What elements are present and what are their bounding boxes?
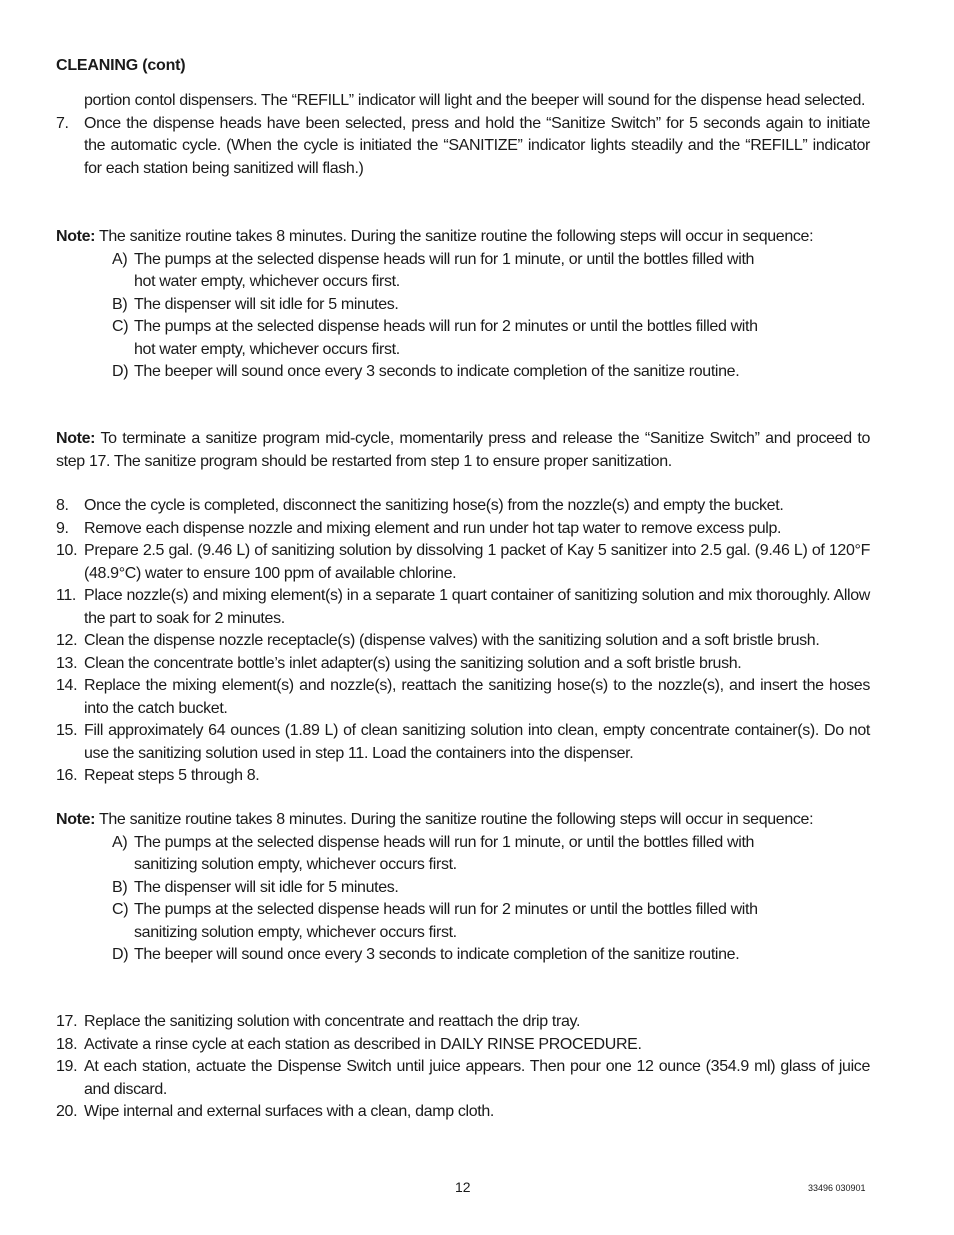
list-item (56, 1034, 870, 1057)
note-sanitize-hot-water (56, 226, 870, 384)
item-number: 11. (56, 587, 77, 604)
note-paragraph (56, 428, 870, 473)
item-text: Fill approximately 64 ounces (1.89 L) of clean sanitizing solution into clean, empty concentrate container(s). Do not use the sanitizing solution used in step 11. Load the containers into the dispenser. (84, 722, 870, 762)
list-item (56, 1056, 870, 1101)
step-letter: D) (112, 946, 129, 963)
item-text: Prepare 2.5 gal. (9.46 L) of sanitizing solution by dissolving 1 packet of Kay 5 sanitizer into 2.5 gal. (9.46 L) of 120°F (48.9°C) water to ensure 100 ppm of available chlorine. (84, 542, 870, 582)
list-item (56, 675, 870, 720)
item-number: 17. (56, 1013, 78, 1030)
note-text: The sanitize routine takes 8 minutes. During the sanitize routine the following steps will occur in sequence: (95, 228, 814, 245)
note-paragraph (56, 809, 870, 832)
sanitize-step (112, 832, 758, 877)
item-text: Clean the concentrate bottle’s inlet adapter(s) using the sanitizing solution and a soft bristle brush. (84, 654, 742, 672)
item-text: Once the dispense heads have been selected, press and hold the “Sanitize Switch” for 5 seconds again to initiate the automatic cycle. (When the cycle is initiated the “SANITIZE” indicator lights steadily and the “REFILL” indicator for each station being sanitized will flash.) (84, 114, 870, 177)
sanitize-step-list (112, 249, 758, 384)
step-text: The dispenser will sit idle for 5 minutes. (134, 878, 399, 896)
step-text: The beeper will sound once every 3 seconds to indicate completion of the sanitize routine. (134, 363, 740, 380)
step-text: The dispenser will sit idle for 5 minutes. (134, 295, 399, 313)
step-letter: C) (112, 901, 129, 918)
step-text: The pumps at the selected dispense heads will run for 1 minute, or until the bottles filled with sanitizing solution empty, whichever occurs first. (134, 833, 755, 873)
list-item (56, 630, 870, 653)
step-text: The pumps at the selected dispense heads will run for 1 minute, or until the bottles filled with hot water empty, whichever occurs first. (134, 250, 755, 290)
item-number: 8. (56, 497, 69, 514)
step-letter: C) (112, 318, 129, 335)
list-item (56, 518, 870, 541)
sanitize-step (112, 877, 758, 900)
page-number: 12 (455, 1179, 471, 1195)
list-item (56, 765, 870, 788)
intro-block (56, 90, 870, 180)
sanitize-step (112, 249, 758, 294)
note-sanitize-solution (56, 809, 870, 967)
item-number: 10. (56, 542, 78, 559)
numbered-list-17-20 (56, 1011, 870, 1124)
step-letter: B) (112, 295, 128, 313)
list-item (56, 1011, 870, 1034)
section-heading: CLEANING (cont) (56, 57, 186, 74)
list-item (56, 585, 870, 630)
note-label: Note: (56, 228, 96, 245)
document-code: 33496 030901 (808, 1183, 866, 1193)
item-number: 7. (56, 114, 69, 132)
item-text: Repeat steps 5 through 8. (84, 767, 260, 784)
item-text: Clean the dispense nozzle receptacle(s) (dispense valves) with the sanitizing solution and a soft bristle brush. (84, 632, 820, 649)
step-text: The pumps at the selected dispense heads will run for 2 minutes or until the bottles filled with hot water empty, whichever occurs first. (134, 318, 758, 358)
list-item (56, 720, 870, 765)
item-number: 16. (56, 767, 78, 784)
step-letter: A) (112, 833, 128, 851)
item-text: Wipe internal and external surfaces with a clean, damp cloth. (84, 1103, 494, 1120)
item-text: At each station, actuate the Dispense Switch until juice appears. Then pour one 12 ounce (354.9 ml) glass of juice and discard. (84, 1058, 870, 1098)
step-text: The pumps at the selected dispense heads will run for 2 minutes or until the bottles filled with sanitizing solution empty, whichever occurs first. (134, 901, 758, 941)
item-text: Once the cycle is completed, disconnect the sanitizing hose(s) from the nozzle(s) and empty the bucket. (84, 497, 784, 514)
item-text: Replace the mixing element(s) and nozzle(s), reattach the sanitizing hose(s) to the nozzle(s), and insert the hoses into the catch bucket. (84, 677, 870, 717)
sanitize-step (112, 899, 758, 944)
item-number: 15. (56, 722, 78, 739)
item-number: 9. (56, 519, 69, 537)
item-text: Replace the sanitizing solution with concentrate and reattach the drip tray. (84, 1013, 581, 1030)
note-paragraph (56, 226, 870, 249)
item-text: Remove each dispense nozzle and mixing element and run under hot tap water to remove excess pulp. (84, 519, 782, 537)
note-label: Note: (56, 430, 96, 447)
step-letter: B) (112, 878, 128, 896)
step-letter: A) (112, 250, 128, 268)
sanitize-step (112, 316, 758, 361)
intro-continuation: portion contol dispensers. The “REFILL” indicator will light and the beeper will sound for the dispense head selected. (84, 92, 866, 109)
item-number: 14. (56, 677, 78, 694)
sanitize-step (112, 361, 758, 384)
list-item-7 (56, 113, 870, 181)
item-number: 18. (56, 1035, 78, 1053)
list-item (56, 653, 870, 676)
item-number: 19. (56, 1058, 78, 1075)
item-number: 12. (56, 632, 78, 649)
note-label: Note: (56, 811, 96, 828)
numbered-list-8-16 (56, 495, 870, 788)
step-text: The beeper will sound once every 3 seconds to indicate completion of the sanitize routine. (134, 946, 740, 963)
item-number: 20. (56, 1103, 78, 1120)
item-number: 13. (56, 654, 78, 672)
sanitize-step (112, 294, 758, 317)
item-text: Activate a rinse cycle at each station as described in DAILY RINSE PROCEDURE. (84, 1035, 642, 1053)
sanitize-step-list (112, 832, 758, 967)
list-item (56, 1101, 870, 1124)
note-text: The sanitize routine takes 8 minutes. During the sanitize routine the following steps will occur in sequence: (95, 811, 814, 828)
list-item (56, 540, 870, 585)
list-item (56, 495, 870, 518)
note-text: To terminate a sanitize program mid-cycle, momentarily press and release the “Sanitize Switch” and proceed to step 17. The sanitize program should be restarted from step 1 to ensure proper sanitization. (56, 430, 870, 470)
step-letter: D) (112, 363, 129, 380)
note-terminate-program (56, 428, 870, 473)
item-text: Place nozzle(s) and mixing element(s) in a separate 1 quart container of sanitizing solution and mix thoroughly. Allow the part to soak for 2 minutes. (84, 587, 870, 627)
sanitize-step (112, 944, 758, 967)
